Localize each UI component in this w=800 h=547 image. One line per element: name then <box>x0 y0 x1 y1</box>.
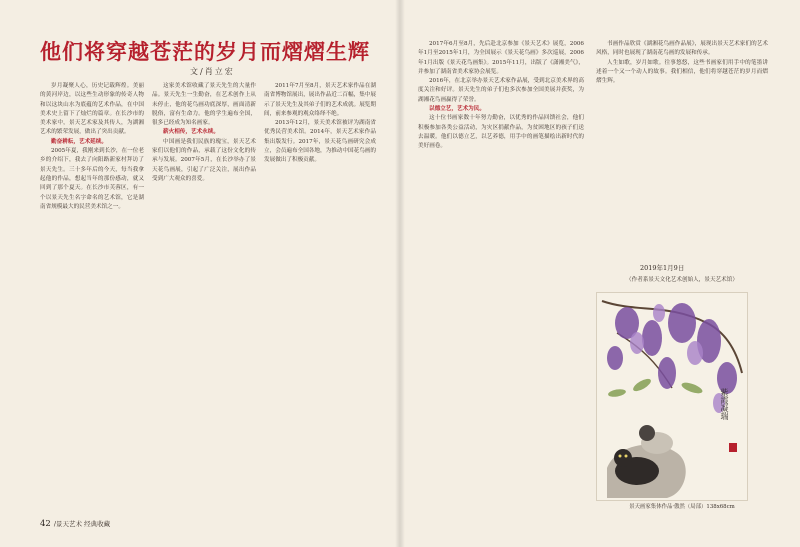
section-heading: 以德立艺，艺术为民。 <box>429 106 485 113</box>
paragraph: 书画作品欣赏《湖湘花鸟画作品展》，展现出景天艺术家们的艺术风格，同时也展现了湖南花鸟画的发展和传承。 <box>596 41 768 57</box>
author-note: （作者系景天文化艺术创始人，景天艺术馆） <box>626 277 738 283</box>
text-column-4 <box>418 40 584 530</box>
text-column-2 <box>152 82 256 512</box>
paragraph: 2005年夏，我刚来到长沙，在一位老乡的介绍下，我去了向阳路新家村拜访了景天先生。三十多年后的今天，每当我拿起他的作品，想起当年的那份感动，就又回到了那个夏天。在长沙市芙蓉区，有一个以景天先生名字命名的艺术馆，它是湖南省规模最大的民营美术馆之一。 <box>40 148 144 210</box>
page-number: 42 <box>40 519 51 529</box>
article-date: 2019年1月9日 <box>640 264 685 272</box>
article-byline: 文/肖立宏 <box>190 67 235 76</box>
paragraph: 2016年，在北京举办景天艺术家作品展，受到北京美术界的高度关注和好评。景天先生的弟子们也多次参加全国美展并获奖，为湖湘花鸟画赢得了荣誉。 <box>418 78 584 103</box>
paragraph: 中国画是我们民族的瑰宝，景天艺术家们以他们的作品，承载了这份文化的传承与发展。2007年5月，在长沙举办了景天花鸟画展，引起了广泛关注，展出作品受到广大观众的喜爱。 <box>152 138 256 182</box>
text-column-5 <box>596 40 768 290</box>
calligraphy-inscription: 紫霞凝瑞 <box>720 388 729 420</box>
paragraph: 岁月凝聚人心，历史记载辉煌。美丽的黄河岸边，以这些生动形象的传奇人物和以这块山水为底蕴的艺术作品，在中国美术史上留下了灿烂的篇章。在长沙市的美术家中，景天艺术家及其传人，为湖湘艺术的繁荣发展，做出了突出贡献。 <box>40 83 144 136</box>
text-column-1 <box>40 82 144 512</box>
page-gutter <box>395 0 405 547</box>
section-name: /景天艺术 经典收藏 <box>53 520 111 528</box>
painting-image <box>596 292 748 501</box>
section-heading: 勤奋耕耘，艺术延续。 <box>51 138 107 145</box>
paragraph: 这家美术馆收藏了景天先生的大量作品。景天先生一生勤奋，在艺术创作上从未停止，他的花鸟画功底深厚，画面清新脱俗，富有生命力。他的学生遍布全国，很多已经成为知名画家。 <box>152 83 256 127</box>
painting-caption: 景天画家集体作品·傲然（局部）138x68cm <box>629 504 735 510</box>
paragraph: 2017年6月至8月，先后赴北京参加《景天艺术》展览，2006年1月至2015年1月，为全国展示《景天花鸟画》多次巡展，2006年1月出版《景天花鸟画集》。2015年11月，出版了《潇湘美气》，并参加了湖南省美术家协会展览。 <box>418 41 584 75</box>
paragraph: 2013年12月，景天美术馆被评为湖南省优秀民营美术馆。2014年，景天艺术家作品集出版发行。2017年，景天花鸟画研究会成立，会员遍布全国各地，为推动中国花鸟画的发展做出了积极贡献。 <box>264 120 376 164</box>
page-footer <box>40 519 110 529</box>
paragraph: 这十位书画家数十年努力勤奋，以优秀的作品回馈社会，他们积极参加各类公益活动，为灾区捐献作品，为贫困地区的孩子们送去温暖。他们以德立艺，以艺养德，用手中的画笔描绘出新时代的美好画卷。 <box>418 115 584 150</box>
paragraph: 人生如歌，岁月如歌。往事悠悠，这些书画家们用手中的笔墨讲述着一个又一个动人的故事。我们相信，他们将穿越苍茫的岁月而熠熠生辉。 <box>596 59 768 85</box>
article-headline: 他们将穿越苍茫的岁月而熠熠生辉 <box>40 39 370 64</box>
text-column-3 <box>264 82 376 512</box>
section-heading: 薪火相传，艺术永续。 <box>163 129 219 136</box>
paragraph: 2011年7月至8月，景天艺术家作品在湖南省博物馆展出，展出作品近二百幅，集中展示了景天先生及其弟子们的艺术成就。展览期间，前来参观的观众络绎不绝。 <box>264 83 376 117</box>
